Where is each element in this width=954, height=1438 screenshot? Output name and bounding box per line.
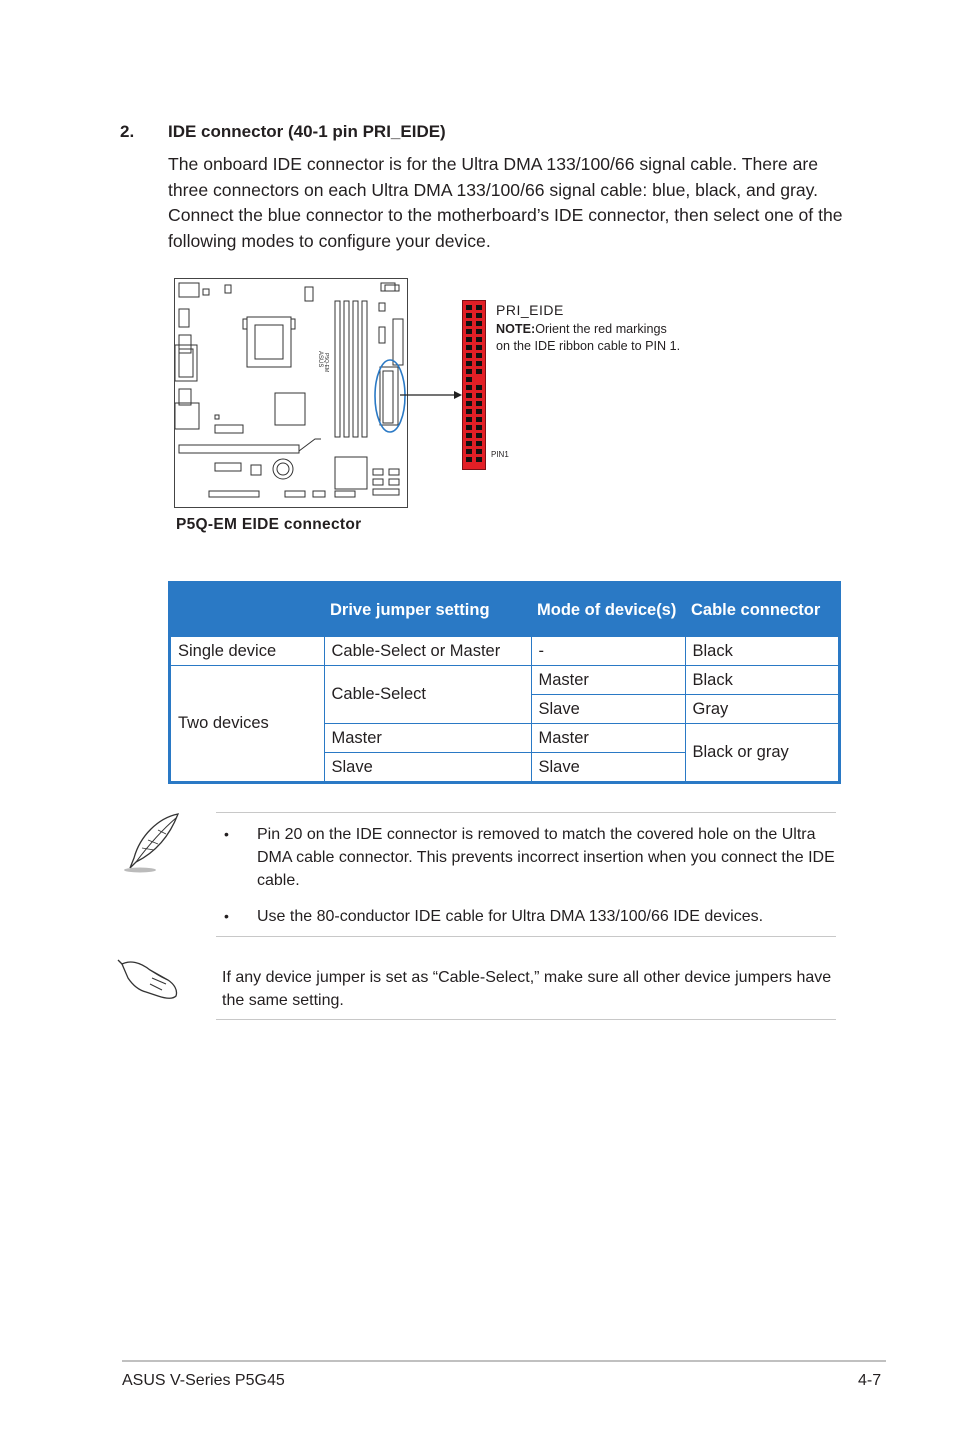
section-intro: The onboard IDE connector is for the Ultra DMA 133/100/66 signal cable. There are three connectors on each Ultra DMA 133/100/66 signal cable: blue, black, and gray. Connect the blue connector to the motherboard’s IDE connector, then select one of the following modes to configure your device.	[168, 154, 843, 251]
pointing-hand-icon	[116, 950, 186, 1004]
page-number: 4-7	[858, 1372, 882, 1389]
header-pin	[466, 425, 472, 430]
board-brand-label: ASUS	[317, 351, 323, 368]
note-bottom-rule	[216, 936, 836, 937]
cell-connector: Gray	[685, 695, 840, 724]
cell-jumper: Cable-Select or Master	[324, 637, 531, 666]
header-cell-empty	[170, 583, 325, 637]
note-label: NOTE:	[496, 322, 536, 336]
cell-jumper: Cable-Select	[324, 666, 531, 724]
note-item-1: Pin 20 on the IDE connector is removed to match the covered hole on the Ultra DMA cable connector. This prevents incorrect insertion when you connect the IDE cable.	[257, 826, 835, 889]
cell-mode: Slave	[531, 753, 685, 783]
header-pin	[476, 305, 482, 310]
note-feather-icon	[118, 810, 186, 876]
cell-mode: Master	[531, 666, 685, 695]
header-pin	[476, 353, 482, 358]
header-pin	[466, 313, 472, 318]
header-pin	[466, 409, 472, 414]
note-top-rule	[216, 812, 836, 813]
header-pin	[476, 433, 482, 438]
pointer-arrow	[398, 388, 462, 402]
board-silk-label: P5Q-EM	[323, 353, 329, 373]
jumper-settings-table	[168, 581, 841, 784]
header-pin	[476, 321, 482, 326]
header-pin	[466, 305, 472, 310]
section-number: 2.	[120, 122, 135, 141]
cell-device: Two devices	[170, 666, 325, 783]
cell-device: Single device	[170, 637, 325, 666]
cell-mode: Master	[531, 724, 685, 753]
eide-connector-diagram	[160, 272, 730, 552]
header-pin	[466, 369, 472, 374]
caution-bottom-rule	[216, 1019, 836, 1020]
cell-connector: Black	[685, 666, 840, 695]
header-pin	[476, 417, 482, 422]
pri-eide-header-drawing	[462, 300, 486, 470]
header-pin	[466, 417, 472, 422]
caution-text: If any device jumper is set as “Cable-Select,” make sure all other device jumpers have the same setting.	[222, 969, 832, 1009]
header-pin	[476, 393, 482, 398]
header-drive-jumper: Drive jumper setting	[324, 583, 531, 637]
header-pin	[476, 409, 482, 414]
header-pins	[463, 301, 485, 469]
header-pin	[466, 441, 472, 446]
header-pin	[476, 441, 482, 446]
note-text-line2: on the IDE ribbon cable to PIN 1.	[496, 339, 681, 353]
cell-jumper: Master	[324, 724, 531, 753]
header-pin	[476, 361, 482, 366]
header-mode: Mode of device(s)	[531, 583, 685, 637]
header-pin	[466, 353, 472, 358]
header-pin	[476, 457, 482, 462]
section-title: IDE connector (40-1 pin PRI_EIDE)	[168, 122, 446, 141]
header-cable-connector: Cable connector	[685, 583, 840, 637]
table-header-row	[170, 583, 840, 637]
settings-table	[168, 581, 841, 784]
header-pin	[466, 385, 472, 390]
header-pin	[466, 337, 472, 342]
footer-title: ASUS V-Series P5G45	[122, 1372, 285, 1389]
header-pin	[476, 425, 482, 430]
header-pin	[476, 345, 482, 350]
header-pin	[466, 345, 472, 350]
header-pin	[466, 361, 472, 366]
footer-rule	[122, 1360, 886, 1362]
bullet-marker: •	[224, 908, 229, 924]
connector-label: PRI_EIDE	[496, 302, 564, 318]
cell-mode: Slave	[531, 695, 685, 724]
table-row	[170, 637, 840, 666]
cell-connector: Black	[685, 637, 840, 666]
header-pin	[466, 433, 472, 438]
cell-jumper: Slave	[324, 753, 531, 783]
header-pin	[476, 337, 482, 342]
header-pin	[466, 449, 472, 454]
header-pin	[466, 377, 472, 382]
header-pin	[466, 321, 472, 326]
note-text-line1: Orient the red markings	[535, 322, 667, 336]
header-pin	[466, 393, 472, 398]
motherboard-layout-drawing	[175, 279, 407, 507]
header-pin	[466, 457, 472, 462]
bullet-marker: •	[224, 826, 229, 842]
header-pin	[466, 401, 472, 406]
motherboard-outline	[174, 278, 408, 508]
diagram-caption: P5Q-EM EIDE connector	[176, 516, 362, 533]
note-item-2: Use the 80-conductor IDE cable for Ultra DMA 133/100/66 IDE devices.	[257, 908, 764, 925]
cell-connector: Black or gray	[685, 724, 840, 783]
orientation-note	[496, 321, 680, 355]
header-pin	[476, 313, 482, 318]
cell-mode: -	[531, 637, 685, 666]
header-pin	[466, 329, 472, 334]
header-pin	[476, 329, 482, 334]
table-row	[170, 666, 840, 695]
header-pin	[476, 401, 482, 406]
pin1-label: PIN1	[491, 450, 509, 459]
header-pin	[476, 385, 482, 390]
header-pin	[476, 449, 482, 454]
header-pin	[476, 369, 482, 374]
